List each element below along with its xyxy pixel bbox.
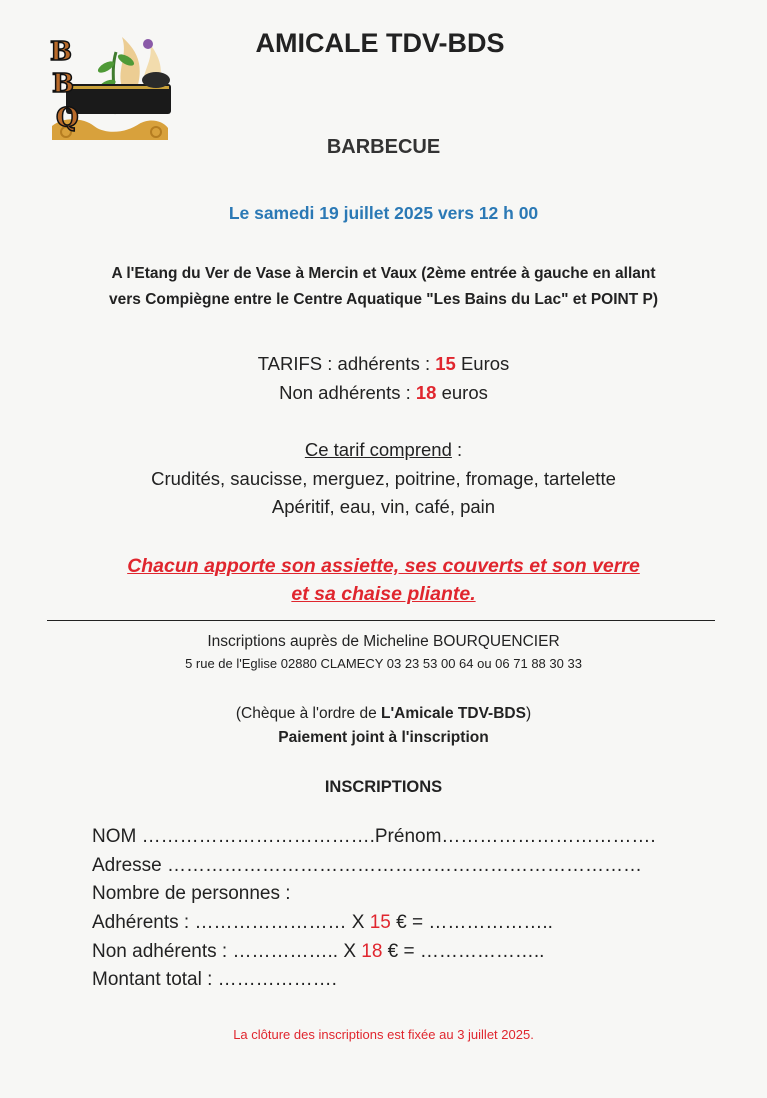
svg-text:B: B [50, 37, 72, 67]
notice-line-2: et sa chaise pliante. [291, 583, 476, 605]
members-total-blank: € = ……………….. [390, 912, 553, 933]
tarif-members [0, 353, 767, 375]
form-address-field[interactable]: Adresse ………………………………………………………………… [92, 855, 642, 876]
includes-colon: : [451, 439, 463, 460]
divider [47, 620, 715, 621]
nonmembers-count-blank: Non adhérents : …………….. X [92, 941, 362, 962]
registration-contact: Inscriptions auprès de Micheline BOURQUENCIER [207, 633, 560, 650]
form-total-field[interactable]: Montant total : ………………. [92, 969, 337, 990]
tarif-members-label: TARIFS : adhérents : [257, 353, 436, 374]
cheque-payee: L'Amicale TDV-BDS [381, 705, 526, 722]
location-line-2: vers Compiègne entre le Centre Aquatique "Les Bains du Lac" et POINT P) [109, 291, 658, 308]
page-title: AMICALE TDV-BDS [255, 28, 505, 58]
form-members-field[interactable] [92, 912, 553, 934]
includes-label: Ce tarif comprend [304, 439, 452, 460]
payment-note: Paiement joint à l'inscription [278, 729, 489, 746]
includes-heading [0, 439, 767, 461]
includes-line-2: Apéritif, eau, vin, café, pain [271, 496, 496, 517]
form-name-field[interactable]: NOM ……………………………….Prénom……………………………. [92, 826, 656, 847]
inscriptions-heading: INSCRIPTIONS [324, 778, 443, 796]
bbq-logo [44, 22, 176, 144]
notice-line-1: Chacun apporte son assiette, ses couverts et son verre [127, 555, 640, 577]
includes-line-1: Crudités, saucisse, merguez, poitrine, fromage, tartelette [151, 468, 616, 489]
svg-text:Q: Q [56, 103, 79, 133]
tarif-nonmembers-unit: euros [436, 382, 488, 403]
tarif-nonmembers-price: 18 [415, 382, 437, 403]
form-nonmembers-field[interactable] [92, 941, 544, 963]
form-persons-label: Nombre de personnes : [92, 883, 291, 904]
cheque-prefix: (Chèque à l'ordre de [235, 705, 381, 722]
tarif-members-unit: Euros [455, 353, 510, 374]
location-line-1: A l'Etang du Ver de Vase à Mercin et Vaux (2ème entrée à gauche en allant [111, 265, 656, 282]
event-subtitle: BARBECUE [326, 136, 441, 158]
closing-date-note: La clôture des inscriptions est fixée au 3 juillet 2025. [233, 1027, 534, 1042]
event-location [0, 261, 767, 313]
cheque-info [0, 705, 767, 723]
members-unit-price: 15 [369, 912, 391, 933]
cheque-suffix: ) [525, 705, 532, 722]
nonmembers-unit-price: 18 [361, 941, 383, 962]
nonmembers-total-blank: € = ……………….. [382, 941, 545, 962]
bring-notice [0, 552, 767, 608]
tarif-nonmembers [0, 382, 767, 404]
members-count-blank: Adhérents : …………………… X [92, 912, 370, 933]
svg-text:B: B [52, 69, 74, 99]
tarif-members-price: 15 [435, 353, 456, 374]
tarif-nonmembers-label: Non adhérents : [279, 382, 416, 403]
event-date: Le samedi 19 juillet 2025 vers 12 h 00 [228, 203, 539, 223]
registration-address: 5 rue de l'Eglise 02880 CLAMECY 03 23 53 00 64 ou 06 71 88 30 33 [185, 656, 582, 671]
